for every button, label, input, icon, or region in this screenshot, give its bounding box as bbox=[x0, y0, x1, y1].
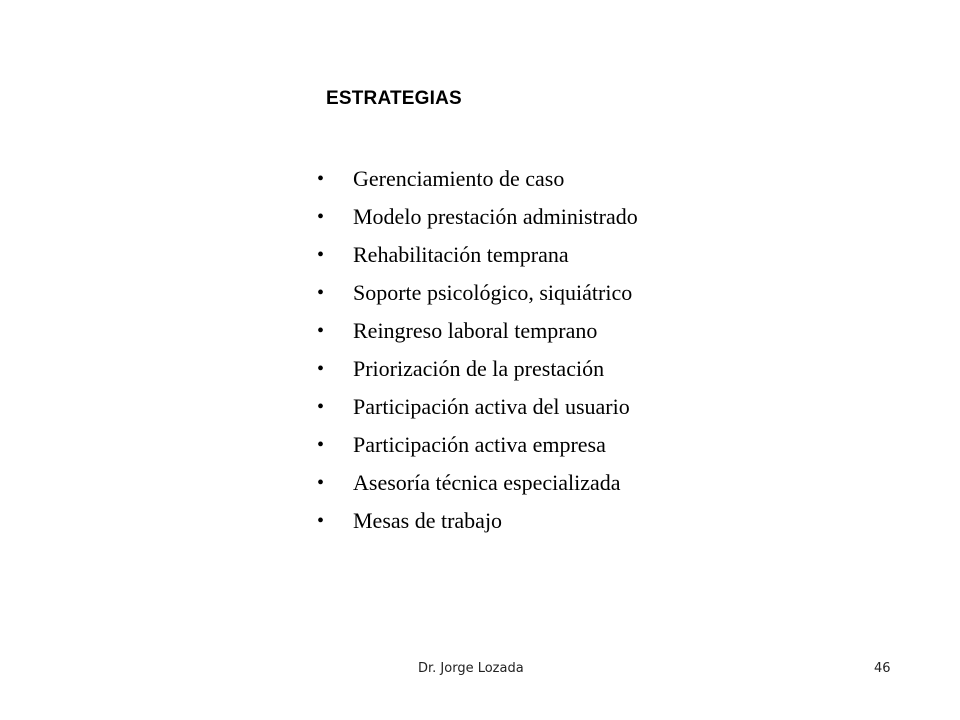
list-item-label: Participación activa empresa bbox=[353, 432, 606, 457]
list-item bbox=[317, 388, 638, 426]
bullet-list bbox=[317, 160, 638, 540]
list-item bbox=[317, 312, 638, 350]
list-item-label: Priorización de la prestación bbox=[353, 356, 605, 381]
footer-author: Dr. Jorge Lozada bbox=[418, 661, 524, 676]
list-item bbox=[317, 236, 638, 274]
list-item bbox=[317, 350, 638, 388]
list-item-label: Asesoría técnica especializada bbox=[353, 470, 621, 495]
bullet-icon: • bbox=[317, 167, 325, 190]
list-item bbox=[317, 198, 638, 236]
bullet-icon: • bbox=[317, 205, 325, 228]
bullet-icon: • bbox=[317, 433, 325, 456]
bullet-icon: • bbox=[317, 471, 325, 494]
bullet-icon: • bbox=[317, 281, 325, 304]
bullet-icon: • bbox=[317, 243, 325, 266]
slide-number: 46 bbox=[874, 661, 891, 676]
list-item-label: Participación activa del usuario bbox=[353, 394, 630, 419]
list-item bbox=[317, 160, 638, 198]
list-item-label: Soporte psicológico, siquiátrico bbox=[353, 280, 633, 305]
list-item-label: Mesas de trabajo bbox=[353, 508, 503, 533]
bullet-icon: • bbox=[317, 357, 325, 380]
bullet-icon: • bbox=[317, 509, 325, 532]
list-item bbox=[317, 274, 638, 312]
slide-title: ESTRATEGIAS bbox=[326, 88, 462, 109]
list-item-label: Reingreso laboral temprano bbox=[353, 318, 598, 343]
list-item bbox=[317, 502, 638, 540]
list-item-label: Modelo prestación administrado bbox=[353, 204, 638, 229]
list-item bbox=[317, 464, 638, 502]
list-item bbox=[317, 426, 638, 464]
list-item-label: Rehabilitación temprana bbox=[353, 242, 569, 267]
bullet-icon: • bbox=[317, 395, 325, 418]
list-item-label: Gerenciamiento de caso bbox=[353, 166, 565, 191]
bullet-icon: • bbox=[317, 319, 325, 342]
